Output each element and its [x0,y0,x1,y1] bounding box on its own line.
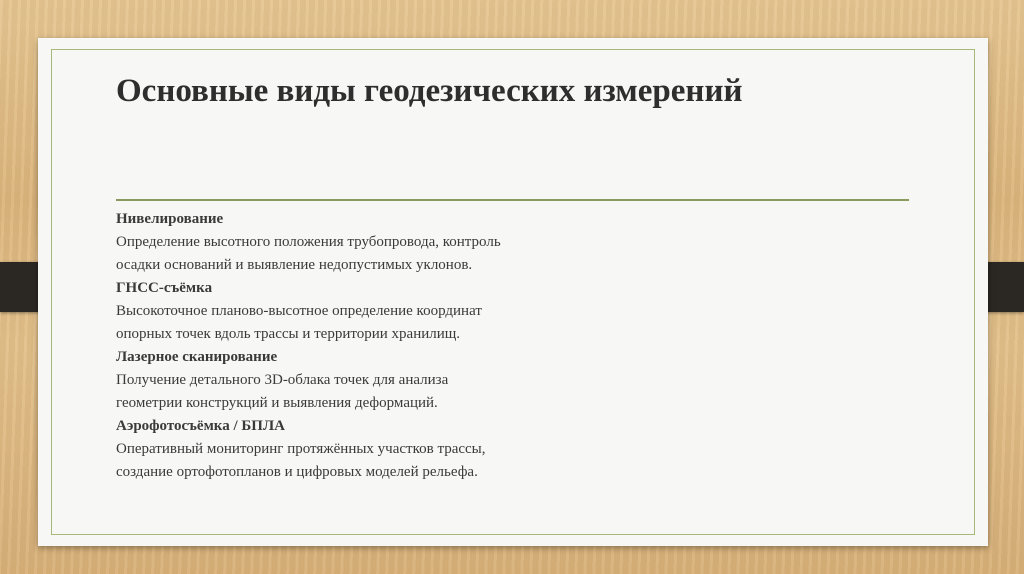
item-heading-aerial-survey: Аэрофотосъёмка / БПЛА [116,418,285,434]
item-text-gnss: Высокоточное планово-высотное определение координат опорных точек вдоль трассы и территории хранилищ. [116,303,482,342]
slide-title: Основные виды геодезических измерений [116,73,743,109]
list-item [116,208,816,277]
item-text-aerial-survey: Оперативный мониторинг протяжённых участков трассы, создание ортофотопланов и цифровых моделей рельефа. [116,441,486,480]
list-item [116,415,816,484]
item-heading-leveling: Нивелирование [116,211,224,227]
item-heading-laser-scanning: Лазерное сканирование [116,349,278,365]
list-item [116,346,816,415]
item-heading-gnss: ГНСС-съёмка [116,280,213,296]
list-item [116,277,816,346]
item-text-laser-scanning: Получение детального 3D-облака точек для анализа геометрии конструкций и выявления деформаций. [116,372,449,411]
slide-content [116,208,816,484]
slide-card [38,38,988,546]
title-divider [116,199,909,201]
item-text-leveling: Определение высотного положения трубопровода, контроль осадки оснований и выявление недопустимых уклонов. [116,234,501,273]
